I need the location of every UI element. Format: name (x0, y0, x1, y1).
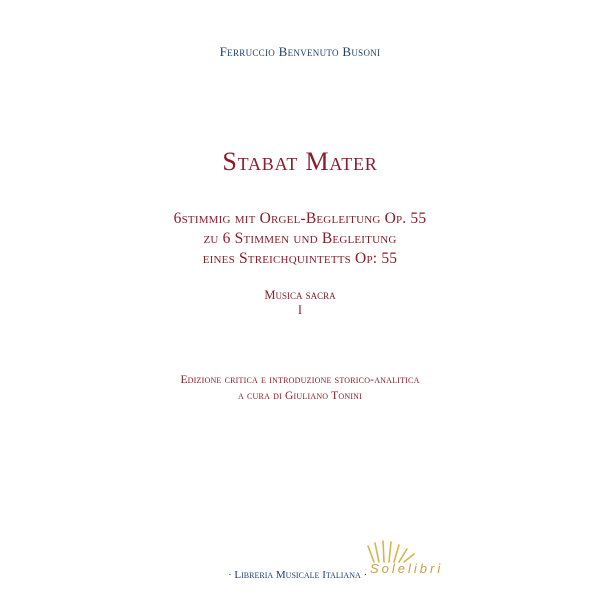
subtitle-line-3: eines Streichquintetts Op: 55 (202, 250, 398, 267)
author-name: Ferruccio Benvenuto Busoni (219, 44, 381, 59)
publisher-name: · Libreria Musicale Italiana · (228, 569, 368, 581)
publisher-logo: Solelibri (370, 561, 444, 576)
subtitle-line-1: 6stimmig mit Orgel-Begleitung Op. 55 (173, 210, 427, 227)
series-name: Musica sacra (264, 288, 336, 302)
subtitle-line-2: zu 6 Stimmen und Begleitung (203, 230, 397, 247)
page-title: Stabat Mater (222, 147, 378, 176)
volume-number: I (297, 303, 303, 317)
edition-line: Edizione critica e introduzione storico-analitica (180, 374, 420, 386)
editor-line: a cura di Giuliano Tonini (237, 390, 363, 402)
